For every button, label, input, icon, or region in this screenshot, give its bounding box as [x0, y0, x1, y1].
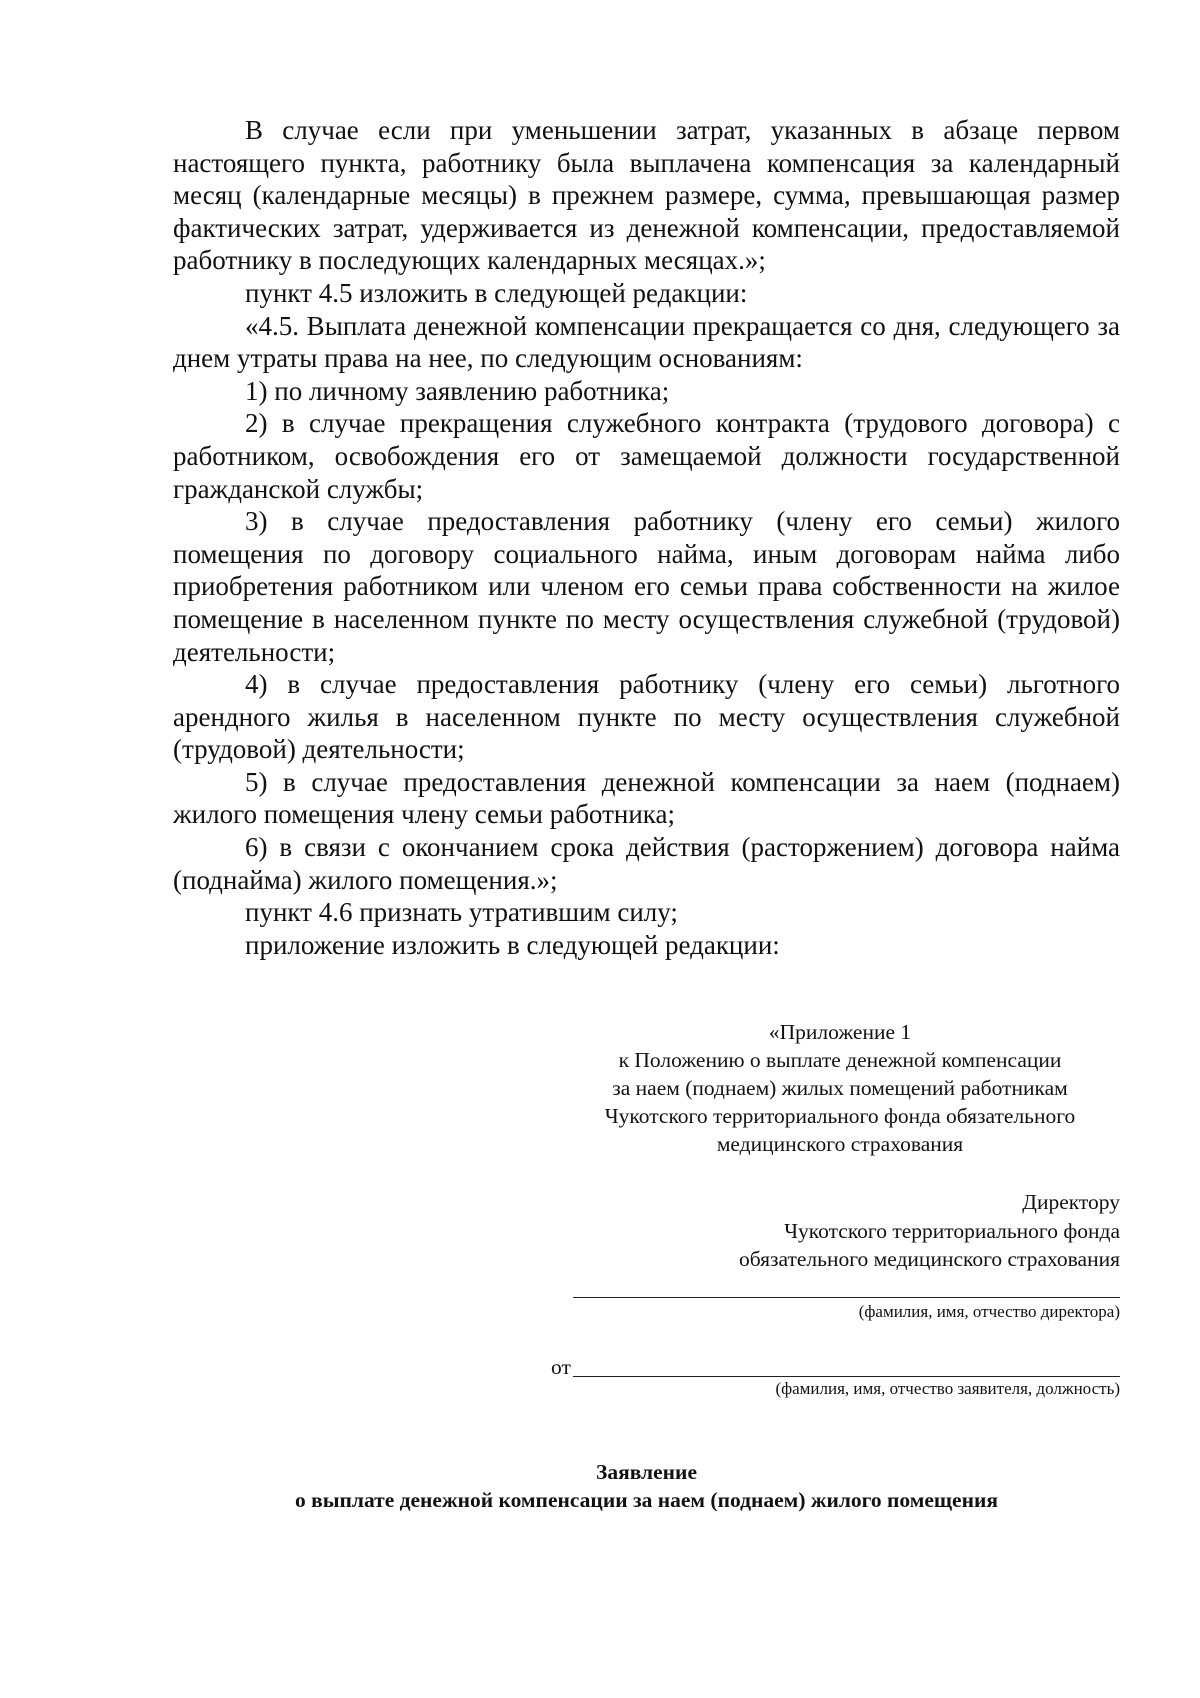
from-label: от: [551, 1355, 571, 1379]
list-item-4: 4) в случае предоставления работнику (члену его семьи) льготного арендного жилья в населенном пункте по месту осуществления служебной (трудовой) деятельности;: [173, 669, 1120, 765]
applicant-name-line: [573, 1376, 1120, 1377]
paragraph-deduction: В случае если при уменьшении затрат, указанных в абзаце первом настоящего пункта, работнику была выплачена компенсация за календарный месяц (календарные месяцы) в прежнем размере, сумма, превышающая размер фактических затрат, удерживается из денежной компенсации, предоставляемой работнику в последующих календарных месяцах.»;: [173, 115, 1120, 276]
paragraph-amend-4-5: пункт 4.5 изложить в следующей редакции:: [245, 277, 748, 308]
body-text: [173, 114, 1120, 961]
paragraph-4-5: «4.5. Выплата денежной компенсации прекращается со дня, следующего за днем утраты права на нее, по следующим основаниям:: [173, 310, 1120, 374]
list-item-6: 6) в связи с окончанием срока действия (расторжением) договора найма (поднайма) жилого помещения.»;: [173, 832, 1120, 895]
paragraph-appendix-amend: приложение изложить в следующей редакции:: [245, 929, 780, 960]
list-item-5: 5) в случае предоставления денежной компенсации за наем (поднаем) жилого помещения члену семьи работника;: [173, 766, 1120, 830]
statement-subtitle: о выплате денежной компенсации за наем (поднаем) жилого помещения: [294, 1488, 999, 1512]
addressee-line: Чукотского территориального фонда: [784, 1218, 1120, 1243]
paragraph-4-6-void: пункт 4.6 признать утратившим силу;: [245, 897, 678, 928]
appendix-line: Чукотского территориального фонда обязательного: [604, 1104, 1076, 1128]
statement-title: Заявление: [596, 1460, 697, 1484]
appendix-line: «Приложение 1: [768, 1020, 912, 1044]
director-name-line: [573, 1297, 1120, 1298]
director-name-hint: (фамилия, имя, отчество директора): [858, 1302, 1120, 1321]
list-item-3: 3) в случае предоставления работнику (члену его семьи) жилого помещения по договору социального найма, иным договорам найма либо приобретения работником или членом его семьи права собственности на жилое помещение в населенном пункте по месту осуществления служебной (трудовой) деятельности;: [173, 506, 1120, 667]
appendix-caption: [560, 1018, 1120, 1158]
appendix-line: за наем (поднаем) жилых помещений работникам: [612, 1076, 1068, 1100]
addressee-block: [580, 1188, 1120, 1274]
list-item-1: 1) по личному заявлению работника;: [245, 375, 670, 406]
appendix-line: к Положению о выплате денежной компенсации: [618, 1048, 1062, 1072]
appendix-line: медицинского страхования: [716, 1132, 964, 1156]
addressee-line: Директору: [1022, 1190, 1120, 1214]
list-item-2: 2) в случае прекращения служебного контракта (трудового договора) с работником, освобождения его от замещаемой должности государственной гражданской службы;: [173, 408, 1120, 504]
applicant-name-hint: (фамилия, имя, отчество заявителя, должность): [775, 1379, 1120, 1398]
addressee-line: обязательного медицинского страхования: [738, 1247, 1120, 1271]
